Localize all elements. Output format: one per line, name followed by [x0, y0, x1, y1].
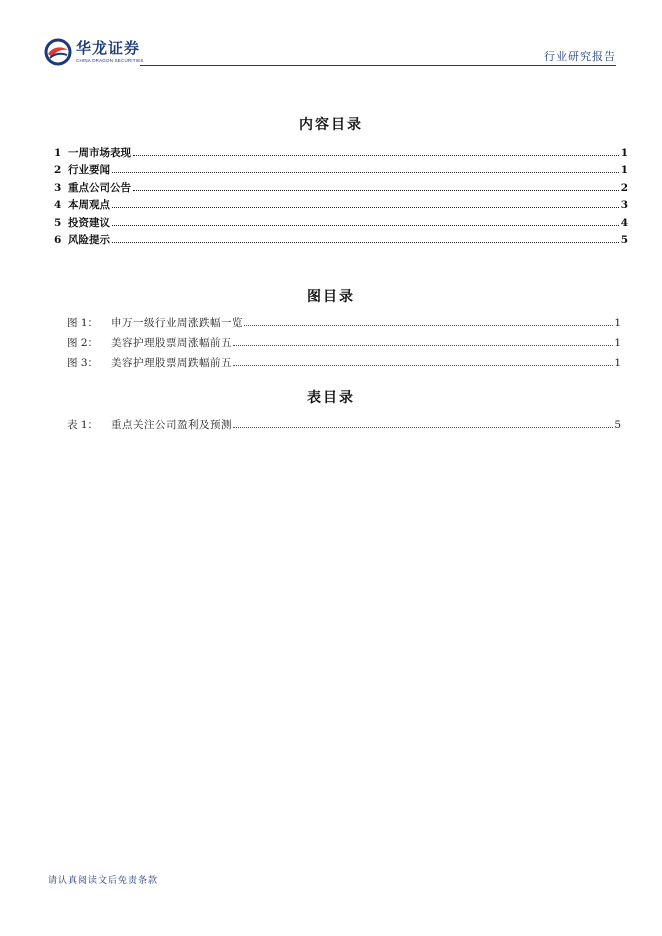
toc-entry-label: 重点公司公告	[68, 181, 131, 194]
toc-entry-page: 1	[620, 164, 628, 177]
dot-leader	[233, 365, 613, 366]
toc-entry[interactable]	[54, 180, 628, 197]
dot-leader	[233, 427, 613, 428]
dot-leader	[112, 172, 619, 173]
table-entry-label: 重点关注公司盈利及预测	[111, 419, 232, 431]
toc-entry[interactable]	[54, 197, 628, 214]
dot-leader	[244, 325, 613, 326]
figure-entry[interactable]	[67, 355, 621, 375]
toc-entry-number: 4	[54, 199, 62, 212]
table-entry[interactable]	[67, 417, 621, 437]
figure-entry-number: 图 2：	[67, 337, 99, 349]
figures-list	[67, 315, 621, 375]
tables-list	[67, 417, 621, 437]
logo-english-name: CHINA DRAGON SECURITIES	[76, 57, 144, 63]
figure-entry-number: 图 3：	[67, 357, 99, 369]
figure-entry-label: 美容护理股票周涨幅前五	[111, 337, 232, 349]
toc-entry-label: 风险提示	[68, 233, 110, 246]
figure-entry-number: 图 1：	[67, 317, 99, 329]
figure-entry-page: 1	[614, 337, 621, 349]
toc-entry-page: 5	[620, 233, 628, 246]
figure-entry-page: 1	[614, 317, 621, 329]
toc-entry-label: 投资建议	[68, 216, 110, 229]
contents-list	[54, 145, 628, 249]
table-entry-page: 5	[614, 419, 621, 431]
toc-entry[interactable]	[54, 215, 628, 232]
toc-entry-label: 一周市场表现	[68, 147, 131, 159]
figure-entry-page: 1	[614, 357, 621, 369]
report-type-label: 行业研究报告	[544, 50, 616, 63]
toc-entry-page: 3	[620, 199, 628, 212]
toc-entry[interactable]	[54, 145, 628, 162]
figure-entry[interactable]	[67, 335, 621, 355]
figure-entry-label: 美容护理股票周跌幅前五	[111, 357, 232, 369]
dot-leader	[112, 207, 619, 208]
dot-leader	[133, 155, 619, 156]
dot-leader	[233, 345, 613, 346]
toc-entry-label: 本周观点	[68, 199, 110, 212]
toc-entry-page: 1	[620, 147, 628, 159]
dot-leader	[112, 242, 619, 243]
tables-title: 表目录	[307, 390, 355, 406]
toc-entry[interactable]	[54, 232, 628, 249]
contents-title: 内容目录	[299, 117, 363, 133]
figure-entry[interactable]	[67, 315, 621, 335]
table-entry-number: 表 1：	[67, 419, 99, 431]
figure-entry-label: 申万一级行业周涨跌幅一览	[111, 317, 243, 329]
company-logo	[44, 38, 144, 66]
dot-leader	[112, 225, 619, 226]
toc-entry-number: 3	[54, 181, 62, 194]
toc-entry[interactable]	[54, 162, 628, 179]
toc-entry-number: 5	[54, 216, 62, 229]
toc-entry-number: 2	[54, 164, 62, 177]
footer-disclaimer: 请认真阅读文后免责条款	[48, 876, 159, 886]
logo-chinese-name: 华龙证券	[76, 38, 141, 57]
dragon-logo-icon	[44, 38, 72, 66]
toc-entry-page: 4	[620, 216, 628, 229]
header-divider	[140, 65, 616, 66]
toc-entry-label: 行业要闻	[68, 164, 110, 177]
figures-title: 图目录	[307, 289, 355, 305]
toc-entry-number: 6	[54, 233, 62, 246]
toc-entry-number: 1	[54, 147, 62, 159]
dot-leader	[133, 190, 619, 191]
page-header	[44, 36, 616, 68]
toc-entry-page: 2	[620, 181, 628, 194]
